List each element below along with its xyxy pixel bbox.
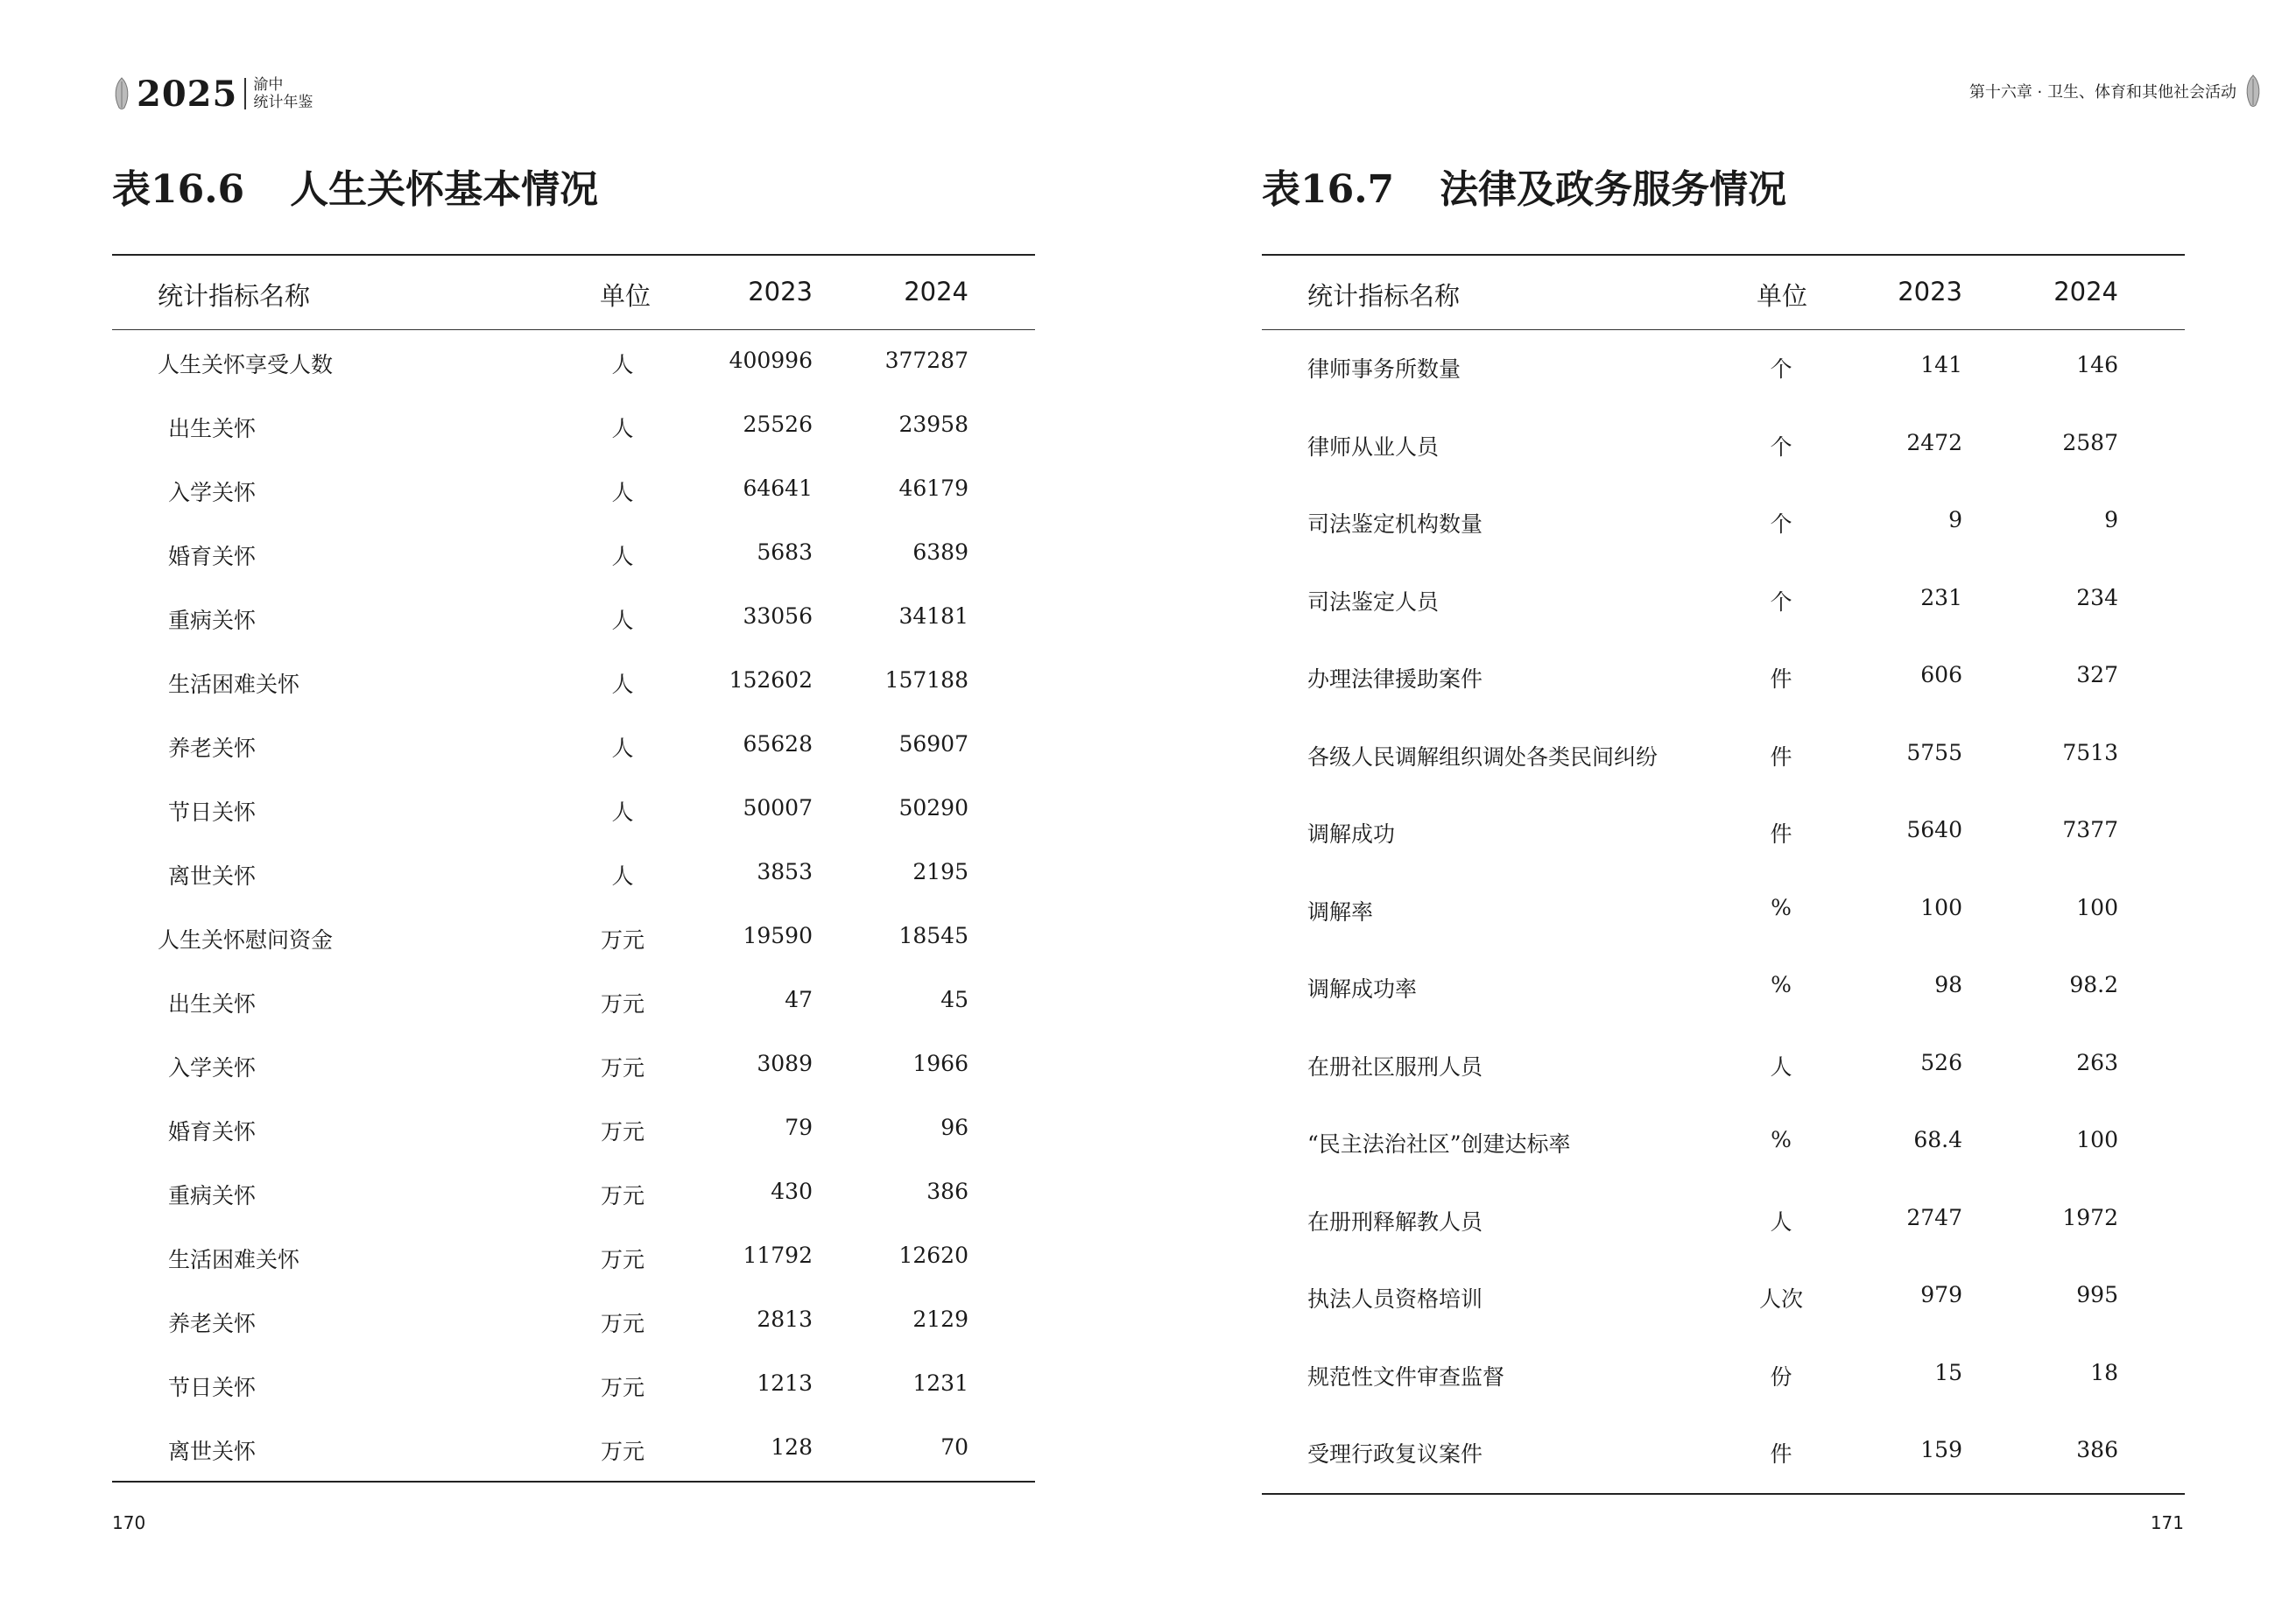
chapter-title: 第十六章 · 卫生、体育和其他社会活动 (1969, 83, 2236, 102)
indicator-name-cell: 司法鉴定机构数量 (1307, 511, 1483, 537)
unit-cell: 人 (611, 799, 634, 825)
value-2023-cell: 3853 (757, 859, 813, 884)
unit-cell: 件 (1770, 1441, 1792, 1467)
indicator-name-cell: 养老关怀 (168, 736, 257, 761)
unit-cell: 万元 (600, 1439, 644, 1464)
yearbook-name-line2: 统计年鉴 (253, 94, 313, 111)
table-row (1262, 640, 2185, 718)
value-2023-cell: 50007 (743, 795, 813, 821)
table-row (1262, 408, 2185, 486)
unit-cell: 个 (1770, 588, 1792, 615)
value-2023-cell: 3089 (757, 1051, 813, 1076)
table-caption: 人生关怀基本情况 (290, 167, 599, 212)
table-row (112, 1161, 1035, 1225)
unit-cell: 人 (611, 608, 634, 633)
value-2024-cell: 2195 (912, 859, 968, 884)
indicator-name-cell: 律师从业人员 (1307, 433, 1440, 460)
table-header-row (112, 256, 1035, 330)
column-header-2023: 2023 (748, 277, 813, 306)
value-2024-cell: 96 (940, 1115, 968, 1140)
value-2024-cell: 386 (926, 1179, 968, 1204)
yearbook-year: 2025 (137, 73, 238, 115)
value-2024-cell: 98.2 (2069, 972, 2118, 997)
table-row (112, 650, 1035, 714)
value-2023-cell: 5640 (1906, 817, 1962, 842)
value-2023-cell: 9 (1948, 507, 1962, 532)
unit-cell: % (1771, 894, 1792, 920)
value-2024-cell: 2587 (2062, 429, 2118, 455)
value-2023-cell: 1213 (757, 1370, 813, 1396)
indicator-name-cell: 调解率 (1307, 898, 1374, 925)
table-16-6-title (112, 158, 598, 214)
value-2023-cell: 15 (1934, 1359, 1962, 1385)
indicator-name-cell: 人生关怀享受人数 (158, 352, 334, 377)
value-2023-cell: 68.4 (1913, 1127, 1962, 1152)
table-row (1262, 1415, 2185, 1493)
page-number: 170 (112, 1512, 146, 1533)
unit-cell: 万元 (600, 991, 644, 1017)
unit-cell: % (1771, 972, 1792, 997)
unit-cell: 万元 (600, 1183, 644, 1208)
value-2023-cell: 98 (1934, 972, 1962, 997)
value-2024-cell: 146 (2076, 352, 2118, 377)
value-2023-cell: 159 (1920, 1437, 1962, 1462)
value-2024-cell: 34181 (898, 603, 968, 629)
table-row (112, 1225, 1035, 1289)
unit-cell: 万元 (600, 1311, 644, 1336)
indicator-name-cell: 离世关怀 (168, 863, 257, 889)
indicator-name-cell: 出生关怀 (168, 991, 257, 1017)
table-16-7-title (1262, 158, 1786, 214)
value-2024-cell: 2129 (912, 1307, 968, 1332)
unit-cell: 件 (1770, 666, 1792, 692)
table-row (112, 905, 1035, 969)
unit-cell: 万元 (600, 1055, 644, 1081)
table-row (112, 714, 1035, 778)
yearbook-name-line1: 渝中 (253, 76, 284, 94)
value-2023-cell: 25526 (743, 412, 813, 437)
unit-cell: 个 (1770, 356, 1792, 382)
table-row (112, 1353, 1035, 1417)
table-row (1262, 1260, 2185, 1338)
unit-cell: 件 (1770, 743, 1792, 770)
value-2024-cell: 1966 (912, 1051, 968, 1076)
value-2024-cell: 18545 (898, 923, 968, 948)
value-2023-cell: 5683 (757, 539, 813, 565)
value-2023-cell: 33056 (743, 603, 813, 629)
value-2024-cell: 18 (2090, 1359, 2118, 1385)
indicator-name-cell: 在册刑释解教人员 (1307, 1208, 1483, 1235)
unit-cell: 万元 (600, 927, 644, 953)
table-row (112, 842, 1035, 905)
value-2024-cell: 263 (2076, 1049, 2118, 1075)
column-header-2024: 2024 (904, 277, 968, 306)
table-row (1262, 485, 2185, 563)
value-2023-cell: 2747 (1906, 1204, 1962, 1230)
value-2024-cell: 100 (2076, 1127, 2118, 1152)
indicator-name-cell: 受理行政复议案件 (1307, 1441, 1483, 1467)
value-2024-cell: 234 (2076, 584, 2118, 610)
value-2023-cell: 231 (1920, 584, 1962, 610)
unit-cell: 人 (611, 863, 634, 889)
table-row (112, 330, 1035, 394)
table-number: 表16.6 (112, 167, 245, 212)
value-2023-cell: 100 (1920, 894, 1962, 920)
value-2024-cell: 23958 (898, 412, 968, 437)
value-2023-cell: 400996 (729, 348, 813, 373)
value-2024-cell: 995 (2076, 1282, 2118, 1307)
indicator-name-cell: 规范性文件审查监督 (1307, 1363, 1505, 1390)
unit-cell: 人 (611, 480, 634, 505)
unit-cell: 人 (611, 736, 634, 761)
value-2024-cell: 50290 (898, 795, 968, 821)
column-header-unit: 单位 (1757, 281, 1808, 311)
value-2024-cell: 1231 (912, 1370, 968, 1396)
table-row (1262, 873, 2185, 951)
value-2024-cell: 100 (2076, 894, 2118, 920)
value-2023-cell: 430 (771, 1179, 813, 1204)
indicator-name-cell: 生活困难关怀 (168, 672, 300, 697)
leaf-emblem-icon (112, 76, 131, 111)
unit-cell: 人 (611, 544, 634, 569)
value-2023-cell: 128 (771, 1434, 813, 1460)
table-body (112, 330, 1035, 1481)
unit-cell: 份 (1770, 1363, 1792, 1390)
unit-cell: 人 (611, 352, 634, 377)
table-caption: 法律及政务服务情况 (1440, 167, 1787, 212)
table-row (1262, 330, 2185, 408)
column-header-indicator: 统计指标名称 (158, 281, 311, 311)
yearbook-header (112, 72, 313, 116)
indicator-name-cell: 重病关怀 (168, 608, 257, 633)
table-row (112, 778, 1035, 842)
column-header-2024: 2024 (2053, 277, 2118, 306)
value-2023-cell: 64641 (743, 475, 813, 501)
table-row (1262, 718, 2185, 796)
value-2023-cell: 47 (785, 987, 813, 1012)
value-2024-cell: 7513 (2062, 739, 2118, 765)
unit-cell: % (1771, 1127, 1792, 1152)
indicator-name-cell: 生活困难关怀 (168, 1247, 300, 1272)
indicator-name-cell: 入学关怀 (168, 1055, 257, 1081)
page-number: 171 (2150, 1512, 2184, 1533)
table-16-7 (1262, 254, 2185, 1495)
value-2024-cell: 377287 (884, 348, 968, 373)
indicator-name-cell: 办理法律援助案件 (1307, 666, 1483, 692)
value-2024-cell: 56907 (898, 731, 968, 757)
yearbook-name (253, 76, 313, 111)
table-row (112, 1417, 1035, 1481)
indicator-name-cell: 各级人民调解组织调处各类民间纠纷 (1307, 743, 1659, 770)
indicator-name-cell: 律师事务所数量 (1307, 356, 1461, 382)
unit-cell: 人 (611, 672, 634, 697)
value-2023-cell: 606 (1920, 662, 1962, 687)
right-page (1148, 0, 2296, 1613)
unit-cell: 件 (1770, 821, 1792, 847)
table-row (112, 1097, 1035, 1161)
table-body (1262, 330, 2185, 1493)
unit-cell: 人次 (1758, 1286, 1803, 1312)
table-row (112, 394, 1035, 458)
value-2023-cell: 141 (1920, 352, 1962, 377)
column-header-indicator: 统计指标名称 (1307, 281, 1461, 311)
table-row (112, 969, 1035, 1033)
value-2024-cell: 70 (940, 1434, 968, 1460)
value-2023-cell: 5755 (1906, 739, 1962, 765)
unit-cell: 人 (1770, 1208, 1792, 1235)
indicator-name-cell: 调解成功率 (1307, 976, 1418, 1002)
indicator-name-cell: 入学关怀 (168, 480, 257, 505)
chapter-header (1969, 75, 2263, 107)
unit-cell: 个 (1770, 433, 1792, 460)
table-row (112, 458, 1035, 522)
value-2024-cell: 327 (2076, 662, 2118, 687)
table-row (1262, 950, 2185, 1028)
value-2023-cell: 79 (785, 1115, 813, 1140)
indicator-name-cell: 婚育关怀 (168, 1119, 257, 1145)
column-header-2023: 2023 (1898, 277, 1962, 306)
indicator-name-cell: 人生关怀慰问资金 (158, 927, 334, 953)
value-2023-cell: 2472 (1906, 429, 1962, 455)
indicator-name-cell: 出生关怀 (168, 416, 257, 441)
value-2023-cell: 2813 (757, 1307, 813, 1332)
value-2024-cell: 45 (940, 987, 968, 1012)
indicator-name-cell: 婚育关怀 (168, 544, 257, 569)
value-2024-cell: 7377 (2062, 817, 2118, 842)
table-row (1262, 795, 2185, 873)
indicator-name-cell: “民主法治社区”创建达标率 (1307, 1131, 1571, 1157)
value-2023-cell: 979 (1920, 1282, 1962, 1307)
table-row (112, 522, 1035, 586)
value-2024-cell: 386 (2076, 1437, 2118, 1462)
table-row (112, 1033, 1035, 1097)
unit-cell: 人 (1770, 1053, 1792, 1080)
unit-cell: 万元 (600, 1247, 644, 1272)
column-header-unit: 单位 (600, 281, 651, 311)
indicator-name-cell: 养老关怀 (168, 1311, 257, 1336)
table-row (112, 1289, 1035, 1353)
unit-cell: 个 (1770, 511, 1792, 537)
leaf-emblem-icon (2243, 74, 2263, 109)
value-2024-cell: 1972 (2062, 1204, 2118, 1230)
table-16-6 (112, 254, 1035, 1483)
value-2024-cell: 46179 (898, 475, 968, 501)
unit-cell: 人 (611, 416, 634, 441)
indicator-name-cell: 在册社区服刑人员 (1307, 1053, 1483, 1080)
value-2023-cell: 11792 (743, 1243, 813, 1268)
indicator-name-cell: 节日关怀 (168, 799, 257, 825)
table-header-row (1262, 256, 2185, 330)
indicator-name-cell: 执法人员资格培训 (1307, 1286, 1483, 1312)
value-2023-cell: 526 (1920, 1049, 1962, 1075)
value-2024-cell: 157188 (884, 667, 968, 693)
table-row (1262, 1105, 2185, 1183)
table-row (1262, 1183, 2185, 1261)
indicator-name-cell: 重病关怀 (168, 1183, 257, 1208)
indicator-name-cell: 节日关怀 (168, 1375, 257, 1400)
table-row (1262, 1338, 2185, 1416)
unit-cell: 万元 (600, 1119, 644, 1145)
value-2024-cell: 12620 (898, 1243, 968, 1268)
value-2024-cell: 6389 (912, 539, 968, 565)
value-2024-cell: 9 (2104, 507, 2118, 532)
table-row (112, 586, 1035, 650)
indicator-name-cell: 离世关怀 (168, 1439, 257, 1464)
value-2023-cell: 65628 (743, 731, 813, 757)
indicator-name-cell: 调解成功 (1307, 821, 1396, 847)
value-2023-cell: 19590 (743, 923, 813, 948)
value-2023-cell: 152602 (729, 667, 813, 693)
table-row (1262, 1028, 2185, 1106)
unit-cell: 万元 (600, 1375, 644, 1400)
indicator-name-cell: 司法鉴定人员 (1307, 588, 1440, 615)
header-divider (244, 78, 246, 109)
table-number: 表16.7 (1262, 167, 1395, 212)
table-row (1262, 563, 2185, 641)
